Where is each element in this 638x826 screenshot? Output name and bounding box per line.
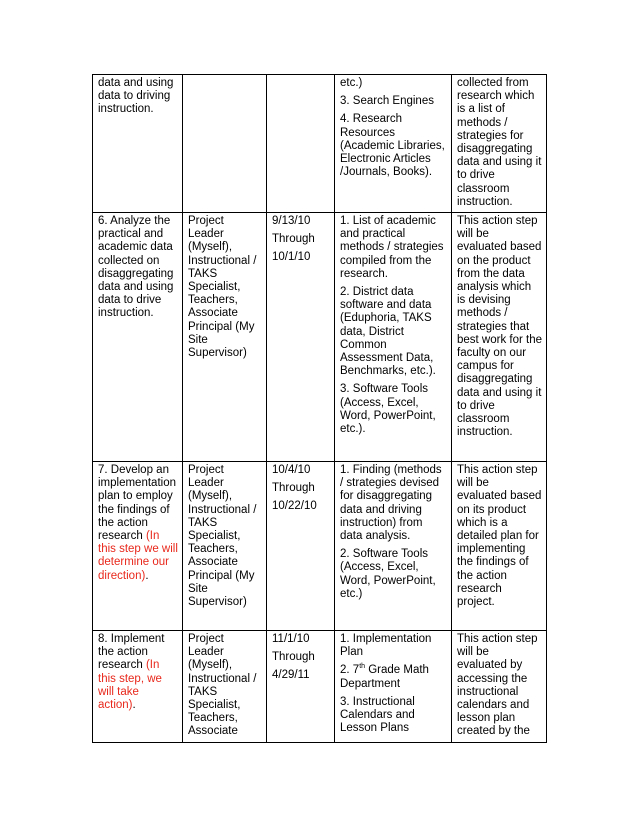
- timeline-cell: 9/13/10 Through 10/1/10: [267, 213, 335, 462]
- step-cell: data and using data to driving instruction.: [93, 75, 183, 213]
- evaluation-cell: This action step will be evaluated by accessing the instructional calendars and lesson plan created by the: [452, 631, 547, 743]
- timeline-cell: 10/4/10 Through 10/22/10: [267, 462, 335, 631]
- responsible-cell: Project Leader (Myself), Instructional / TAKS Specialist, Teachers, Associate: [183, 631, 267, 743]
- evaluation-cell: This action step will be evaluated based on the product from the data analysis which is devising methods / strategies that best work for the faculty on our campus for disaggregating data and using it to drive classroom instruction.: [452, 213, 547, 462]
- step-cell: 6. Analyze the practical and academic data collected on disaggregating data and using data to drive instruction.: [93, 213, 183, 462]
- resources-cell: 1. Finding (methods / strategies devised for disaggregating data and driving instruction) from data analysis. 2. Software Tools (Access, Excel, Word, PowerPoint, etc.): [335, 462, 452, 631]
- table-row: [93, 462, 547, 631]
- responsible-cell: Project Leader (Myself), Instructional / TAKS Specialist, Teachers, Associate Principal (My Site Supervisor): [183, 213, 267, 462]
- action-plan-table: [92, 74, 547, 743]
- step-cell: 7. Develop an implementation plan to employ the findings of the action research (In this step we will determine our direction).: [93, 462, 183, 631]
- resources-cell: 1. List of academic and practical methods / strategies compiled from the research. 2. District data software and data (Eduphoria, TAKS data, District Common Assessment Data, Benchmarks, etc.). 3. Software Tools (Access, Excel, Word, PowerPoint, etc.).: [335, 213, 452, 462]
- step-cell: 8. Implement the action research (In this step, we will take action).: [93, 631, 183, 743]
- table-row: [93, 75, 547, 213]
- timeline-cell: [267, 75, 335, 213]
- timeline-cell: 11/1/10 Through 4/29/11: [267, 631, 335, 743]
- step-note: (In this step we will determine our direction): [98, 530, 178, 582]
- evaluation-cell: This action step will be evaluated based on its product which is a detailed plan for implementing the findings of the action research project.: [452, 462, 547, 631]
- responsible-cell: [183, 75, 267, 213]
- step-note: (In this step, we will take action): [98, 659, 162, 712]
- resources-cell: 1. Implementation Plan 2. 7th Grade Math Department 3. Instructional Calendars and Lesson Plans: [335, 631, 452, 743]
- evaluation-cell: collected from research which is a list of methods / strategies for disaggregating data and using it to drive classroom instruction.: [452, 75, 547, 213]
- table-row: [93, 631, 547, 743]
- resources-cell: etc.) 3. Search Engines 4. Research Resources (Academic Libraries, Electronic Articles /Journals, Books).: [335, 75, 452, 213]
- table-row: [93, 213, 547, 462]
- responsible-cell: Project Leader (Myself), Instructional / TAKS Specialist, Teachers, Associate Principal (My Site Supervisor): [183, 462, 267, 631]
